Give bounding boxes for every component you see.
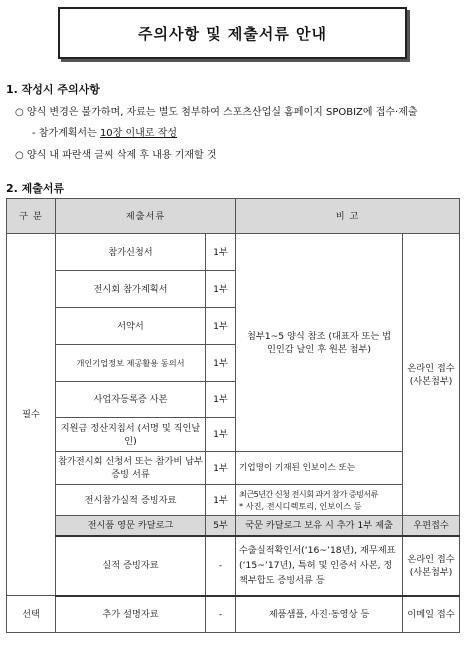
submit-email: 이메일 접수 xyxy=(403,596,460,633)
doc-qty: 1부 xyxy=(206,452,236,485)
table-row xyxy=(7,596,460,633)
submit-post: 우편접수 xyxy=(403,516,460,536)
page-title: 주의사항 및 제출서류 안내 xyxy=(137,24,328,43)
note-recent: 최근5년간 신청 전시회 과거 참가 증빙서류 xyxy=(239,489,378,499)
doc-qty: 1부 xyxy=(206,308,236,345)
header-documents: 제출서류 xyxy=(56,199,236,234)
doc-name: 전시회 참가계획서 xyxy=(56,271,206,308)
note-line-3: ○ 양식 내 파란색 글씨 삭제 후 내용 기재할 것 xyxy=(15,150,217,161)
table-row xyxy=(7,536,460,596)
doc-qty: 1부 xyxy=(206,418,236,452)
doc-name: 추가 설명자료 xyxy=(56,596,206,633)
header-remarks: 비 고 xyxy=(236,199,460,234)
header-category: 구 분 xyxy=(7,199,56,234)
doc-name: 전시참가실적 증빙자료 xyxy=(56,485,206,516)
doc-name: 참가신청서 xyxy=(56,234,206,271)
note-line-2 xyxy=(32,124,177,139)
doc-name: 실적 증빙자료 xyxy=(56,536,206,596)
doc-name: 사업자등록증 사본 xyxy=(56,382,206,418)
category-optional: 선택 xyxy=(7,596,56,633)
note-performance: 수출실적확인서(‘16~’18년), 재무제표(‘15~’17년), 특허 및 인증서 사본, 정책부합도 증빙서류 등 xyxy=(236,536,403,596)
category-required: 필수 xyxy=(7,234,56,596)
note-photo: * 사진, 전시디렉토리, 인보이스 등 xyxy=(239,501,362,511)
section2-heading: 2. 제출서류 xyxy=(6,182,65,195)
doc-qty: 1부 xyxy=(206,234,236,271)
doc-qty: 5부 xyxy=(206,516,236,536)
note-line-1: ○ 양식 변경은 불가하며, 자료는 별도 첨부하여 스포츠산업실 홈페이지 SPOBIZ에 접수·제출 xyxy=(15,107,418,118)
section1-heading: 1. 작성시 주의사항 xyxy=(6,83,100,96)
doc-qty: - xyxy=(206,536,236,596)
doc-name: 참가전시회 신청서 또는 참가비 납부증빙 서류 xyxy=(56,452,206,485)
note-attach: 첨부1~5 양식 참조 (대표자 또는 법인인감 날인 후 원본 첨부) xyxy=(236,234,403,452)
table-header-row xyxy=(7,199,460,234)
documents-table xyxy=(6,198,460,633)
submit-online: 온라인 접수 (사본첨부) xyxy=(403,234,460,516)
note-catalog: 국문 카달로그 보유 시 추가 1부 제출 xyxy=(236,516,403,536)
doc-qty: 1부 xyxy=(206,382,236,418)
doc-name: 서약서 xyxy=(56,308,206,345)
submit-online-2: 온라인 접수 (사본첨부) xyxy=(403,536,460,596)
table-row xyxy=(7,516,460,536)
doc-qty: 1부 xyxy=(206,271,236,308)
table-row xyxy=(7,452,460,485)
doc-qty: - xyxy=(206,596,236,633)
table-row xyxy=(7,234,460,271)
table-row xyxy=(7,485,460,516)
doc-name: 지원금 정산지침서 (서명 및 직인날인) xyxy=(56,418,206,452)
doc-qty: 1부 xyxy=(206,485,236,516)
note-recent-cell xyxy=(236,485,403,516)
doc-name: 전시품 영문 카달로그 xyxy=(56,516,206,536)
doc-qty: 1부 xyxy=(206,345,236,382)
note-line-2-prefix: - 참가계획서는 xyxy=(32,128,100,139)
note-line-2-underlined: 10장 이내로 작성 xyxy=(99,128,177,139)
note-invoice: 기업명이 기재된 인보이스 또는 xyxy=(236,452,403,485)
doc-name: 개인기업정보 제공활용 동의서 xyxy=(56,345,206,382)
page-title-box xyxy=(58,7,407,59)
note-extra: 제품샘플, 사진·동영상 등 xyxy=(236,596,403,633)
